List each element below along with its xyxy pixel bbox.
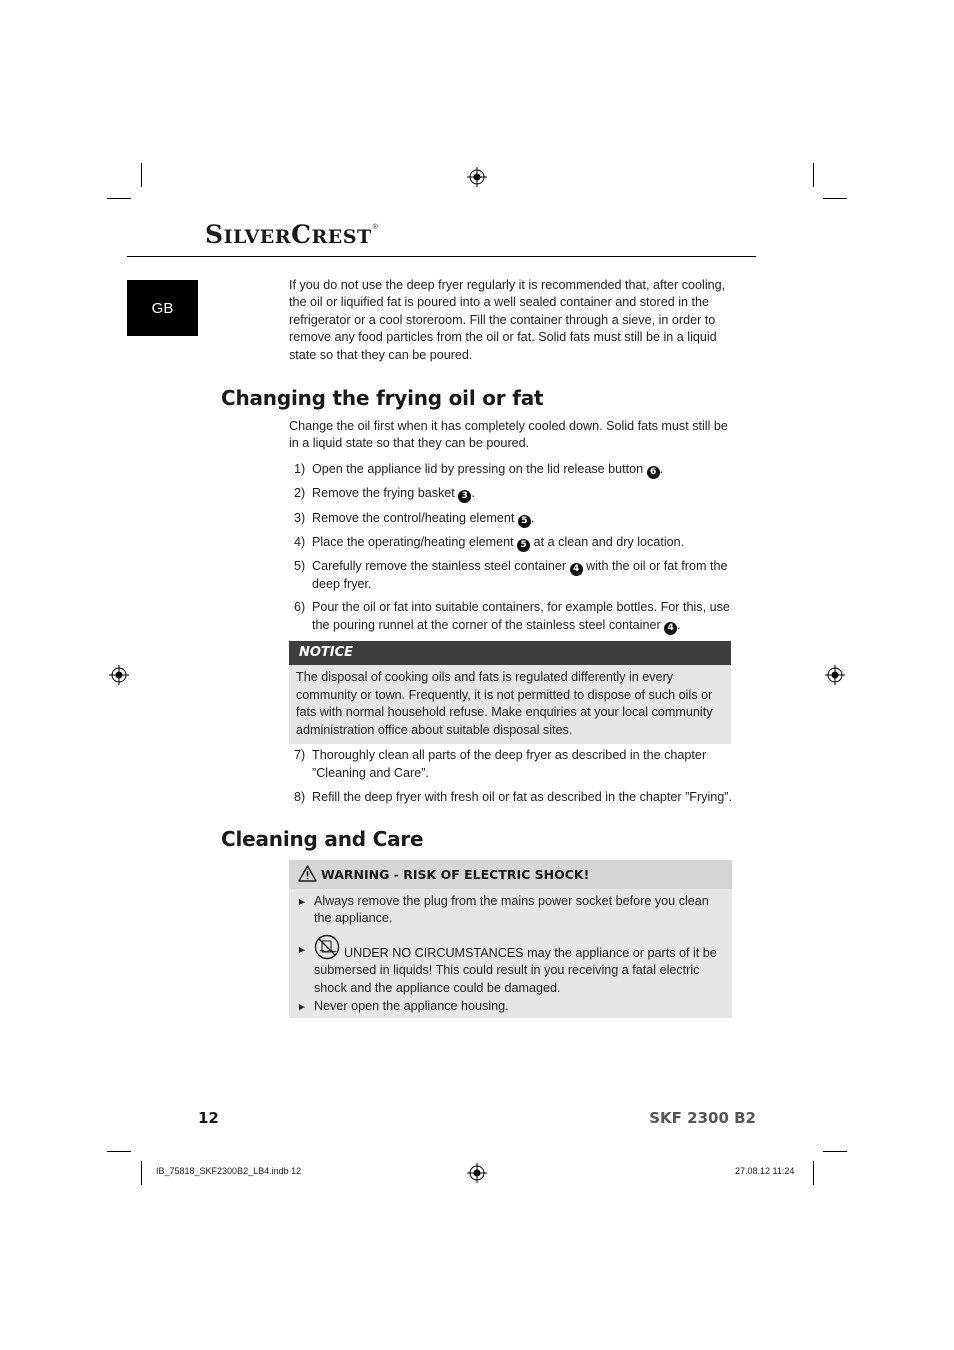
list-item: ► Always remove the plug from the mains power socket before you clean the appliance. xyxy=(297,893,725,928)
warning-title: WARNING - RISK OF ELECTRIC SHOCK! xyxy=(289,860,732,889)
registration-mark-icon xyxy=(467,1163,487,1183)
registration-mark-icon xyxy=(109,665,129,685)
list-item: 5) Carefully remove the stainless steel container 4 with the oil or fat from the deep fryer. xyxy=(294,559,728,591)
part-reference-badge: 5 xyxy=(518,515,531,528)
intro-paragraph: If you do not use the deep fryer regularly it is recommended that, after cooling, the oil or liquified fat is poured into a well sealed container and stored in the refrigerator or a cool storeroom. Fill the container through a sieve, in order to remove any food particles from the oil or fat. Solid fats must still be in a liquid state so that they can be poured. xyxy=(289,278,726,362)
warning-box xyxy=(289,860,732,1018)
list-item: 8) Refill the deep fryer with fresh oil or fat as described in the chapter ”Frying”. xyxy=(294,790,732,804)
model-number: SKF 2300 B2 xyxy=(649,1109,756,1127)
section1-intro: Change the oil first when it has completely cooled down. Solid fats must still be in a liquid state so that they can be poured. xyxy=(289,419,728,451)
list-item: ► UNDER NO CIRCUMSTANCES may the appliance or parts of it be submersed in liquids! This could result in you receiving a fatal electric shock and the appliance could be damaged. xyxy=(297,934,725,997)
list-item: 3) Remove the control/heating element 5 . xyxy=(294,511,535,526)
list-item: 4) Place the operating/heating element 5 at a clean and dry location. xyxy=(294,535,685,550)
print-slug-file: IB_75818_SKF2300B2_LB4.indb 12 xyxy=(156,1166,302,1176)
list-item: ► Never open the appliance housing. xyxy=(297,998,725,1016)
list-item: 6) Pour the oil or fat into suitable containers, for example bottles. For this, use the pouring runnel at the corner of the stainless steel container 4 . xyxy=(294,600,730,633)
bullet-arrow-icon: ► xyxy=(297,945,307,956)
crop-mark xyxy=(823,1151,847,1152)
crop-mark xyxy=(823,198,847,199)
bullet-arrow-icon: ► xyxy=(297,1002,307,1013)
list-item: 1) Open the appliance lid by pressing on the lid release button 6 . xyxy=(294,462,664,477)
no-immersion-icon xyxy=(314,934,340,960)
crop-mark xyxy=(107,198,131,199)
notice-box xyxy=(289,641,731,744)
notice-text: The disposal of cooking oils and fats is regulated differently in every community or town. Frequently, it is not permitted to dispose of such oils or fats with normal household refuse. Make enquiries at your local community administration office about suitable disposal sites. xyxy=(289,665,731,744)
registration-mark-icon xyxy=(825,665,845,685)
page-number: 12 xyxy=(198,1109,219,1127)
language-tab: GB xyxy=(127,280,198,336)
part-reference-badge: 3 xyxy=(458,490,471,503)
notice-title: NOTICE xyxy=(289,641,731,665)
section-heading-cleaning: Cleaning and Care xyxy=(221,827,424,851)
list-item: 7) Thoroughly clean all parts of the deep fryer as described in the chapter ”Cleaning and Care”. xyxy=(294,748,707,780)
crop-mark xyxy=(141,1161,142,1185)
section-heading-changing-oil: Changing the frying oil or fat xyxy=(221,386,544,410)
print-slug-date: 27.08.12 11:24 xyxy=(735,1166,795,1176)
warning-triangle-icon xyxy=(298,865,317,885)
header-rule xyxy=(127,256,756,257)
part-reference-badge: 5 xyxy=(517,539,530,552)
registration-mark-icon xyxy=(467,167,487,187)
part-reference-badge: 4 xyxy=(570,563,583,576)
list-item: 2) Remove the frying basket 3 . xyxy=(294,486,475,501)
brand-logo: SILVERCREST® xyxy=(205,220,379,249)
crop-mark xyxy=(107,1151,131,1152)
bullet-arrow-icon: ► xyxy=(297,897,307,908)
part-reference-badge: 6 xyxy=(647,466,660,479)
crop-mark xyxy=(813,163,814,187)
crop-mark xyxy=(141,163,142,187)
part-reference-badge: 4 xyxy=(664,622,677,635)
crop-mark xyxy=(813,1161,814,1185)
